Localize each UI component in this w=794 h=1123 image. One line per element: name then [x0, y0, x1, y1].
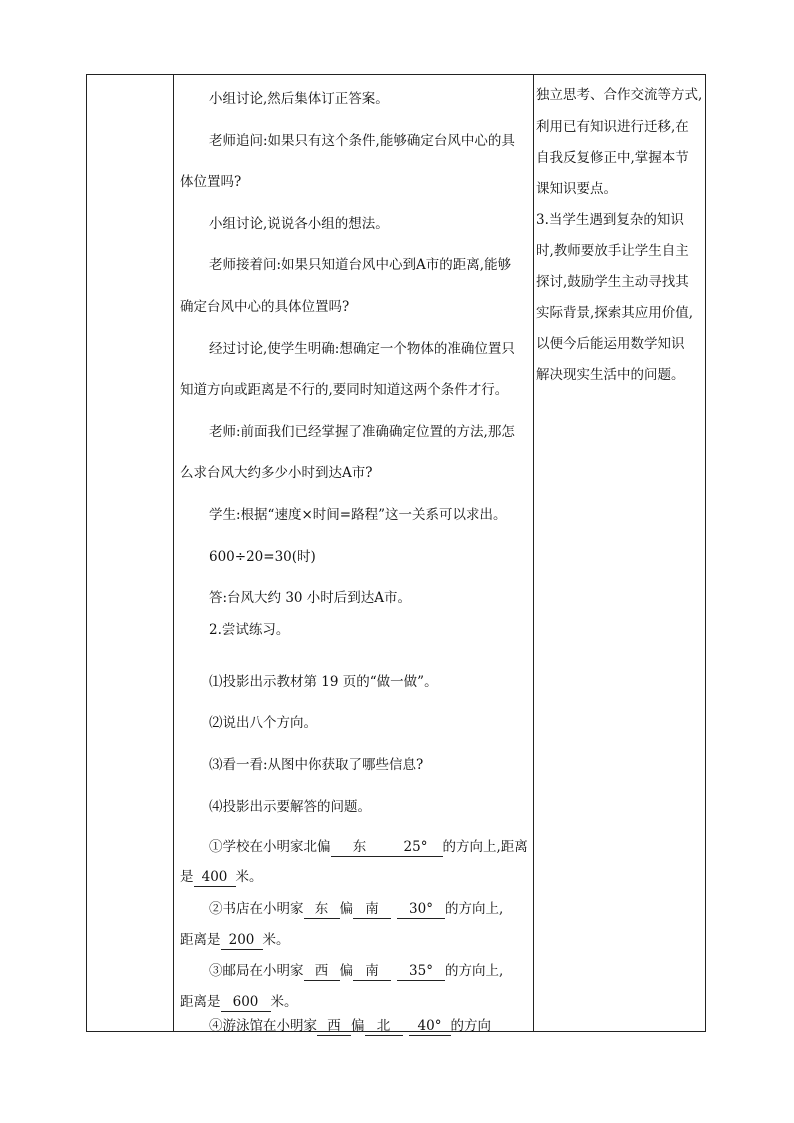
question-1-line-1 [209, 837, 528, 857]
answer-line: 答:台风大约 30 小时后到达A市。 [209, 590, 412, 606]
question-2-line2-prefix: 距离是 [180, 932, 221, 948]
text-line: ⑵说出八个方向。 [209, 715, 317, 731]
question-3-blank-direction-1: 西 [304, 963, 340, 981]
text-line: 确定台风中心的具体位置吗? [180, 299, 350, 315]
question-1-mid: 的方向上,距离 [442, 839, 528, 855]
question-2-word: 偏 [339, 901, 353, 917]
note-line: 实际背景,探索其应用价值, [536, 305, 694, 321]
question-1-suffix: 米。 [235, 869, 263, 885]
text-line: 学生:根据“速度×时间=路程”这一关系可以求出。 [209, 507, 507, 523]
question-3-blank-distance: 600 [221, 994, 271, 1012]
question-3-mid: 的方向上, [445, 963, 504, 979]
text-line: 么求台风大约多少小时到达A市? [180, 465, 373, 481]
question-2-blank-angle: 30° [397, 901, 445, 919]
section-heading: 2.尝试练习。 [209, 622, 290, 638]
question-4-blank-direction-1: 西 [317, 1018, 351, 1036]
question-1-line-2 [180, 867, 263, 887]
question-2-blank-distance: 200 [221, 932, 263, 950]
question-1-blank-distance: 400 [194, 869, 236, 887]
question-4-line-1 [209, 1016, 491, 1036]
question-2-blank-direction-1: 东 [304, 901, 340, 919]
note-line: 解决现实生活中的问题。 [536, 367, 685, 383]
design-intent-cell [534, 75, 707, 1031]
text-line: 老师追问:如果只有这个条件,能够确定台风中心的具 [209, 133, 515, 149]
question-2-line-2 [180, 930, 290, 950]
question-3-line2-prefix: 距离是 [180, 994, 221, 1010]
text-line: 老师接着问:如果只知道台风中心到A市的距离,能够 [209, 257, 512, 273]
question-2-line-1 [209, 899, 503, 919]
note-line: 独立思考、合作交流等方式, [536, 87, 703, 103]
question-3-suffix: 米。 [270, 994, 298, 1010]
question-3-line-1 [209, 961, 503, 981]
lesson-table [86, 74, 706, 1032]
note-line: 课知识要点。 [536, 181, 617, 197]
question-2-suffix: 米。 [262, 932, 290, 948]
question-4-mid: 的方向 [450, 1018, 491, 1034]
text-line: 小组讨论,然后集体订正答案。 [209, 91, 389, 107]
text-line: ⑴投影出示教材第 19 页的“做一做”。 [209, 674, 438, 690]
question-1-blank-direction: 东 [331, 839, 389, 857]
question-2-prefix: ②书店在小明家 [209, 901, 304, 917]
question-4-word: 偏 [351, 1018, 365, 1034]
note-line: 利用已有知识进行迁移,在 [536, 119, 689, 135]
question-3-word: 偏 [339, 963, 353, 979]
text-line: 知道方向或距离是不行的,要同时知道这两个条件才行。 [180, 382, 509, 398]
question-2-mid: 的方向上, [445, 901, 504, 917]
note-line: 以便今后能运用数学知识 [536, 336, 685, 352]
question-3-blank-direction-2: 南 [353, 963, 391, 981]
note-line: 自我反复修正中,掌握本节 [536, 150, 689, 166]
question-3-blank-angle: 35° [397, 963, 445, 981]
note-line: 时,教师要放手让学生自主 [536, 243, 689, 259]
text-line: 老师:前面我们已经掌握了准确确定位置的方法,那怎 [209, 424, 515, 440]
question-1-blank-angle: 25° [389, 839, 443, 857]
question-3-prefix: ③邮局在小明家 [209, 963, 304, 979]
note-line: 探讨,鼓励学生主动寻找其 [536, 274, 689, 290]
text-line: 小组讨论,说说各小组的想法。 [209, 216, 389, 232]
teaching-process-cell [174, 75, 533, 1034]
question-1-prefix: ①学校在小明家北偏 [209, 839, 331, 855]
text-line: ⑷投影出示要解答的问题。 [209, 799, 371, 815]
note-line: 3.当学生遇到复杂的知识 [536, 212, 684, 228]
text-line: 体位置吗? [180, 174, 242, 190]
question-2-blank-direction-2: 南 [353, 901, 391, 919]
question-4-prefix: ④游泳馆在小明家 [209, 1018, 317, 1034]
text-line: ⑶看一看:从图中你获取了哪些信息? [209, 757, 424, 773]
text-line: 经过讨论,使学生明确:想确定一个物体的准确位置只 [209, 341, 515, 357]
question-1-line2-prefix: 是 [180, 869, 194, 885]
question-3-line-2 [180, 992, 298, 1012]
question-4-blank-direction-2: 北 [365, 1018, 403, 1036]
question-4-blank-angle: 40° [409, 1018, 451, 1036]
calculation-line: 600÷20=30(时) [209, 549, 316, 565]
